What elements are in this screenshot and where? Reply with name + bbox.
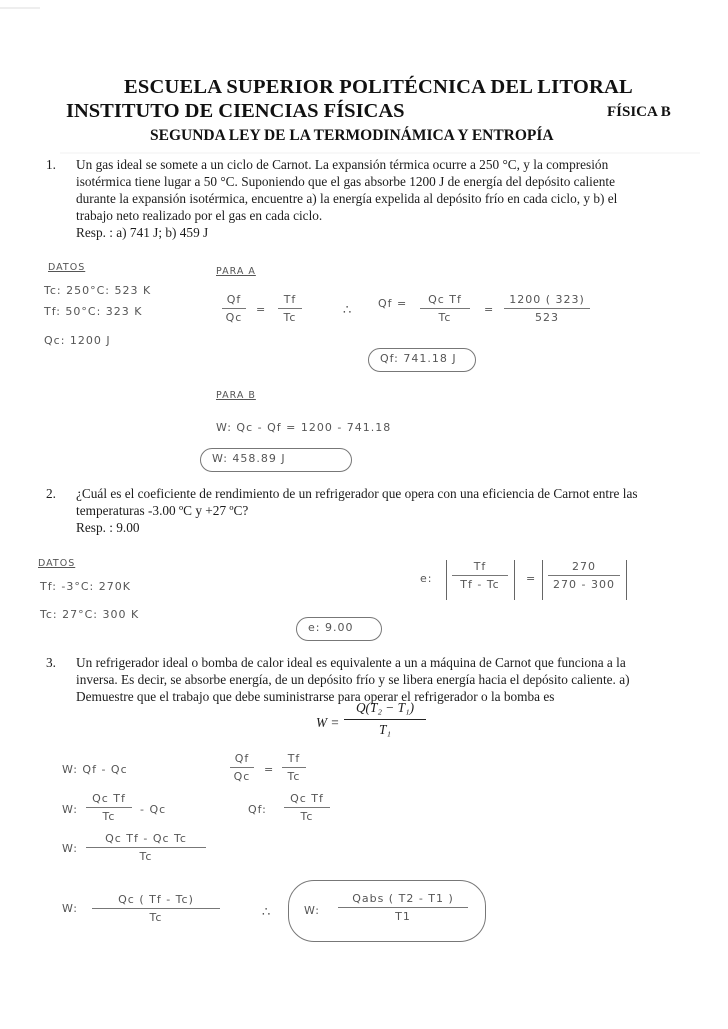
p3-qf-den: Tc [300, 810, 314, 823]
p3-w2-den: Tc [102, 810, 116, 823]
p2-cop-formula [452, 560, 508, 591]
problem-1-line-3: durante la expansión isotérmica, encuentre a) la energía expelida al depósito frío en cada ciclo, y b) el [76, 191, 618, 206]
p2-abs-bar-right-2 [626, 560, 627, 600]
problem-1-answer: Resp. : a) 741 J; b) 459 J [76, 225, 209, 240]
p3-w-step-2-pre: W: [62, 803, 78, 816]
p1-calc-num: 1200 ( 323) [509, 293, 585, 306]
problem-1-number: 1. [46, 157, 56, 172]
p1-tf-value: Tf: 50°C: 323 K [44, 305, 143, 318]
p2-equals: = [526, 572, 537, 585]
p2-den: Tf - Tc [460, 578, 500, 591]
problem-3-line-3: Demuestre que el trabajo que debe suministrarse para operar el refrigerador o la bomba es [76, 689, 555, 704]
p3-ratio-t [282, 752, 306, 783]
p3-qf-symbol: Qf [234, 752, 250, 765]
p3-w4-num: Qc ( Tf - Tc) [118, 893, 194, 906]
p3-formula-num: Q(T₂ − T₁) [355, 700, 415, 715]
p2-abs-bar-left-1 [446, 560, 447, 600]
problem-1-line-4: trabajo neto realizado por el gas en cada ciclo. [76, 208, 323, 223]
p2-result: e: 9.00 [308, 621, 354, 634]
p3-final-num: Qabs ( T2 - T1 ) [352, 892, 454, 905]
p3-formula-fraction [344, 700, 426, 738]
p3-tf-symbol: Tf [287, 752, 301, 765]
p1-tc-symbol: Tc [283, 311, 297, 324]
p2-abs-bar-right-1 [514, 560, 515, 600]
p3-w-step-4-pre: W: [62, 902, 78, 915]
problem-3-number: 3. [46, 655, 56, 670]
p3-ratio-equals: = [264, 763, 275, 776]
p3-w-step-1: W: Qf - Qc [62, 763, 128, 776]
p3-w2-num: Qc Tf [92, 792, 126, 805]
p3-qc-symbol: Qc [233, 770, 251, 783]
p1-therefore-symbol: ∴ [343, 303, 353, 318]
p3-w-step-3-pre: W: [62, 842, 78, 855]
p3-formula-den: T₁ [378, 721, 392, 737]
p3-final-pre: W: [304, 904, 320, 917]
problem-2-line-2: temperaturas -3.00 ºC y +27 ºC? [76, 503, 249, 518]
p1-work-equation: W: Qc - Qf = 1200 - 741.18 [216, 421, 392, 434]
p1-tc-value: Tc: 250°C: 523 K [44, 284, 152, 297]
p3-w4-den: Tc [149, 911, 163, 924]
p1-qc-symbol: Qc [225, 311, 243, 324]
p1-result-a: Qf: 741.18 J [380, 352, 457, 365]
p2-tc-value: Tc: 27°C: 300 K [40, 608, 140, 621]
p1-qf-symbol: Qf [226, 293, 242, 306]
p1-equals-a: = [256, 303, 267, 316]
problem-1-line-1: Un gas ideal se somete a un ciclo de Carnot. La expansión térmica ocurre a 250 °C, y la compresión [76, 157, 609, 172]
p2-tf-value: Tf: -3°C: 270K [40, 580, 131, 593]
p1-ratio-t [278, 293, 302, 324]
p1-tf-symbol: Tf [283, 293, 297, 306]
p2-tf-symbol: Tf [473, 560, 487, 573]
p1-qf-formula [420, 293, 470, 324]
p1-tc-den: Tc [438, 311, 452, 324]
p3-w-step-2-post: - Qc [140, 803, 167, 816]
p2-abs-bar-left-2 [542, 560, 543, 600]
p1-para-a-label: PARA A [216, 266, 256, 277]
course-label: FÍSICA B [607, 104, 671, 120]
p2-cop-calc [548, 560, 620, 591]
p3-formula-w: W = [316, 715, 340, 730]
p3-qf-eq: Qf: [248, 803, 267, 816]
p3-w3-num: Qc Tf - Qc Tc [105, 832, 187, 845]
p1-datos-label: DATOS [48, 262, 86, 273]
problem-2-answer: Resp. : 9.00 [76, 520, 140, 535]
problem-2-number: 2. [46, 486, 56, 501]
p1-ratio-q [222, 293, 246, 324]
p3-ratio-q [230, 752, 254, 783]
problem-1-line-2: isotérmica tiene lugar a 50 °C. Suponiendo que el gas absorbe 1200 J de energía del depósito caliente [76, 174, 616, 189]
p3-tc-symbol: Tc [287, 770, 301, 783]
p2-den2: 270 - 300 [553, 578, 615, 591]
p3-qf-num: Qc Tf [290, 792, 324, 805]
p3-therefore-symbol: ∴ [262, 905, 272, 920]
problem-3-line-2: inversa. Es decir, se absorbe energía, de un depósito frío y se libera energía hacia el depósito caliente. a) [76, 672, 630, 687]
p3-w3-den: Tc [139, 850, 153, 863]
problem-3-line-1: Un refrigerador ideal o bomba de calor ideal es equivalente a un a máquina de Carnot que funciona a la [76, 655, 626, 670]
topic-title: SEGUNDA LEY DE LA TERMODINÁMICA Y ENTROPÍA [150, 127, 554, 144]
p2-num2: 270 [572, 560, 596, 573]
p3-w-step-2-frac [86, 792, 132, 823]
p1-calc-fraction [504, 293, 590, 324]
p1-equals-calc: = [484, 303, 495, 316]
p1-para-b-label: PARA B [216, 390, 256, 401]
school-title: ESCUELA SUPERIOR POLITÉCNICA DEL LITORAL [124, 76, 633, 98]
p1-qc-value: Qc: 1200 J [44, 334, 111, 347]
problem-2-line-1: ¿Cuál es el coeficiente de rendimiento de un refrigerador que opera con una eficiencia de Carnot entre las [76, 486, 638, 501]
p1-qf-eq: Qf = [378, 297, 408, 310]
p1-qc-tf: Qc Tf [428, 293, 462, 306]
p3-final-frac [338, 892, 468, 923]
p3-final-den: T1 [395, 910, 411, 923]
p3-w-step-3-frac [86, 832, 206, 863]
p1-calc-den: 523 [535, 311, 559, 324]
p3-w-step-4-frac [92, 893, 220, 924]
p1-result-b: W: 458.89 J [212, 452, 286, 465]
p2-e-eq: e: [420, 572, 433, 585]
institute-title: INSTITUTO DE CIENCIAS FÍSICAS [66, 100, 405, 122]
p3-qf-frac [284, 792, 330, 823]
p2-datos-label: DATOS [38, 558, 76, 569]
